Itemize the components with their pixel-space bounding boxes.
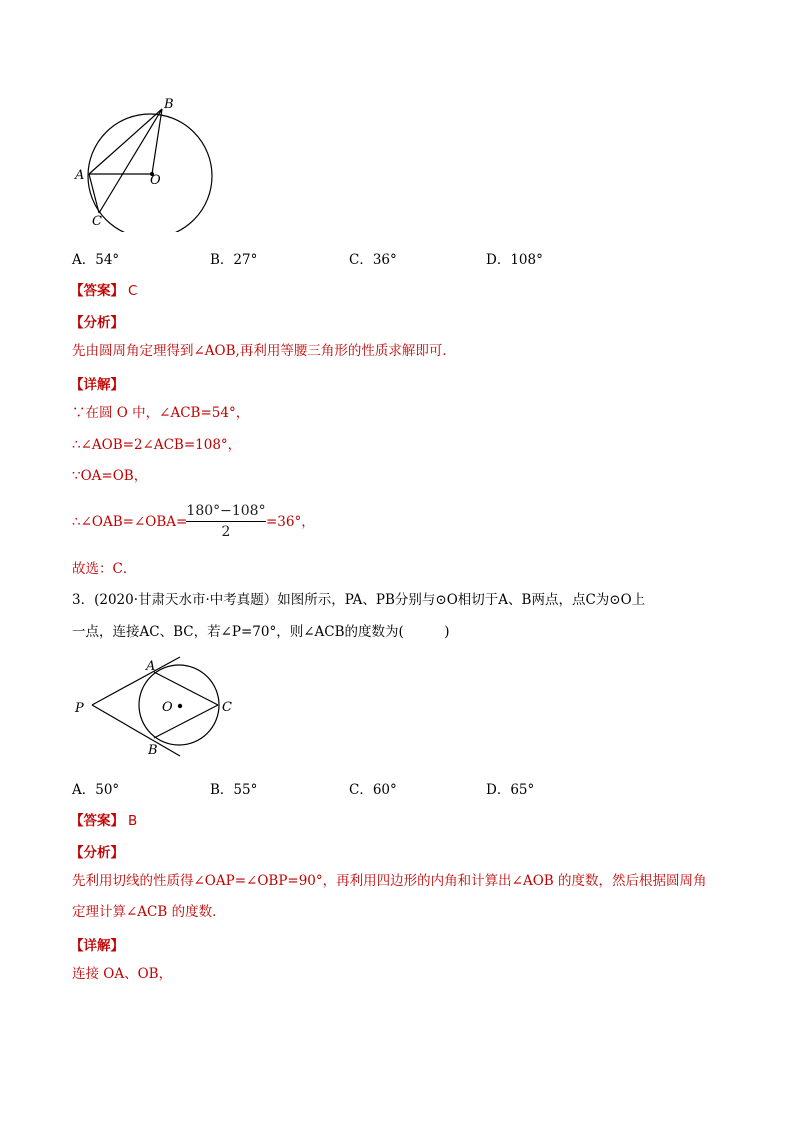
fig2-label-b: B	[148, 743, 158, 758]
q2-answer	[70, 279, 137, 299]
q2-frac-num: 180°−108°	[186, 503, 266, 519]
q3-option-c[interactable]: C．60°	[349, 782, 397, 798]
q2-fraction	[186, 502, 266, 541]
q2-frac-den: 2	[221, 524, 231, 540]
q3-answer-value: B	[128, 813, 138, 829]
q2-detail-line-3: ∵OA=OB，	[72, 468, 148, 484]
q2-option-c[interactable]: C．36°	[349, 252, 397, 268]
q3-stem-line-2: 一点，连接AC、BC，若∠P=70°，则∠ACB的度数为( )	[72, 624, 450, 640]
fig1-label-b: B	[164, 97, 174, 112]
q3-analysis-line-2: 定理计算∠ACB 的度数．	[72, 904, 226, 920]
circle-figure-1	[70, 92, 230, 232]
q2-option-a[interactable]: A．54°	[72, 252, 120, 268]
q2-option-b[interactable]: B．27°	[210, 252, 258, 268]
fig1-label-o: O	[150, 173, 161, 188]
q3-stem-line-1: 3．(2020·甘肃天水市·中考真题）如图所示，PA、PB分别与⊙O相切于A、B两点，点C为⊙O上	[72, 592, 646, 608]
fig2-label-o: O	[162, 700, 173, 715]
q2-option-d[interactable]: D．108°	[486, 252, 543, 268]
q3-option-b[interactable]: B．55°	[210, 782, 258, 798]
q2-final-suffix: =36°，	[266, 514, 315, 530]
fraction-bar	[186, 521, 266, 522]
q3-detail-tag: 【详解】	[70, 938, 124, 954]
q2-select-line: 故选：C．	[72, 561, 137, 577]
fig2-label-c: C	[222, 700, 232, 715]
q2-detail-tag: 【详解】	[70, 377, 124, 393]
q2-detail-line-1: ∵在圆 O 中，∠ACB=54°，	[72, 405, 250, 421]
fig2-label-p: P	[75, 701, 84, 716]
q3-detail-line-1: 连接 OA、OB，	[72, 966, 173, 982]
q3-option-d[interactable]: D．65°	[486, 782, 535, 798]
q2-analysis-tag: 【分析】	[70, 315, 124, 331]
q2-answer-tag: 【答案】	[70, 283, 124, 299]
q3-option-a[interactable]: A．50°	[72, 782, 120, 798]
circle-figure-2	[70, 653, 250, 765]
q2-answer-value: C	[128, 283, 138, 299]
q2-analysis-text: 先由圆周角定理得到∠AOB,再利用等腰三角形的性质求解即可．	[72, 343, 456, 359]
q3-answer	[70, 809, 137, 829]
fig1-label-a: A	[75, 168, 85, 183]
q2-final-prefix: ∴∠OAB=∠OBA=	[72, 514, 188, 530]
fig1-label-c: C	[92, 214, 102, 229]
q3-analysis-line-1: 先利用切线的性质得∠OAP=∠OBP=90°，再利用四边形的内角和计算出∠AOB 的度数，然后根据圆周角	[72, 873, 707, 889]
q3-answer-tag: 【答案】	[70, 813, 124, 829]
fig2-label-a: A	[146, 659, 156, 674]
q2-detail-line-2: ∴∠AOB=2∠ACB=108°，	[72, 437, 242, 453]
q3-analysis-tag: 【分析】	[70, 845, 124, 861]
